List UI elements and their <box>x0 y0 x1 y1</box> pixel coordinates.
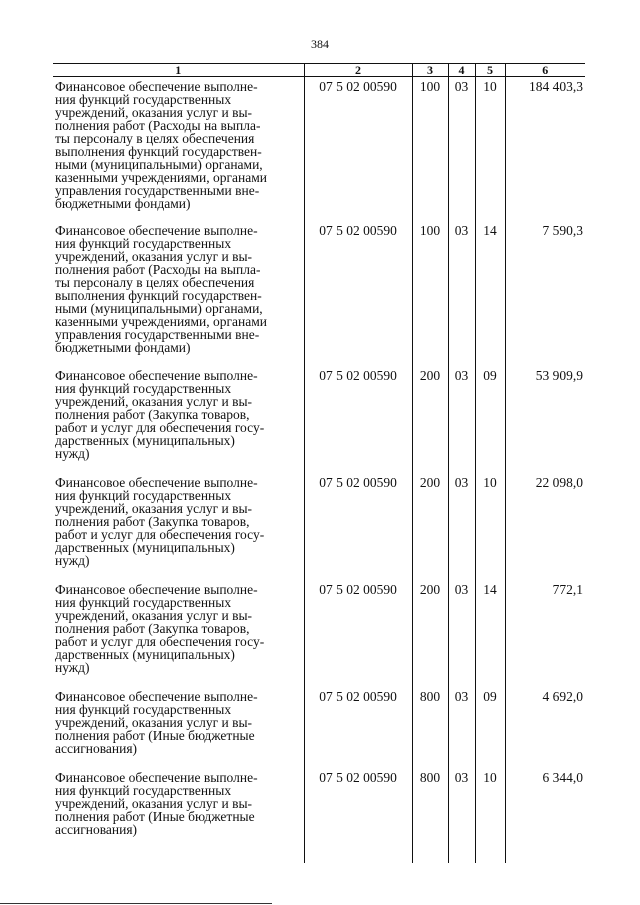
cell-col-5: 09 <box>475 366 505 473</box>
header-col-5: 5 <box>475 64 505 77</box>
footer-divider <box>0 903 272 904</box>
cell-name: Финансовое обеспечение выполне- ния функций государственных учреждений, оказания услуг и вы- полнения работ (Закупка товаров, работ и услуг для обеспечения госу- дарственных (муниципальных) нужд) <box>55 368 265 461</box>
cell-amount: 6 344,0 <box>505 768 585 863</box>
cell-col-3: 200 <box>412 366 448 473</box>
budget-table <box>53 63 585 863</box>
cell-col-4: 03 <box>448 687 475 768</box>
cell-code: 07 5 02 00590 <box>304 580 412 687</box>
cell-col-5: 14 <box>475 221 505 366</box>
cell-col-4: 03 <box>448 768 475 863</box>
cell-name: Финансовое обеспечение выполне- ния функций государственных учреждений, оказания услуг и вы- полнения работ (Иные бюджетные ассигнования) <box>55 689 258 756</box>
header-col-2: 2 <box>304 64 412 77</box>
header-row <box>53 64 585 77</box>
table-row <box>53 687 585 768</box>
cell-col-4: 03 <box>448 580 475 687</box>
cell-col-5: 09 <box>475 687 505 768</box>
cell-col-5: 10 <box>475 768 505 863</box>
header-col-1: 1 <box>53 64 304 77</box>
cell-amount: 53 909,9 <box>505 366 585 473</box>
cell-col-4: 03 <box>448 221 475 366</box>
cell-col-4: 03 <box>448 77 475 222</box>
cell-col-4: 03 <box>448 366 475 473</box>
cell-col-5: 10 <box>475 77 505 222</box>
table-row <box>53 366 585 473</box>
cell-col-3: 200 <box>412 580 448 687</box>
cell-amount: 22 098,0 <box>505 473 585 580</box>
cell-col-5: 14 <box>475 580 505 687</box>
table-row <box>53 473 585 580</box>
table-row <box>53 77 585 222</box>
page-number: 384 <box>311 37 329 51</box>
cell-code: 07 5 02 00590 <box>304 366 412 473</box>
cell-name: Финансовое обеспечение выполне- ния функций государственных учреждений, оказания услуг и вы- полнения работ (Расходы на выпла- ты персоналу в целях обеспечения выполнения функций государствен- ными (муниципальными) органами, казенными учреждениями, органами управления государственными вне- бюджетными фондами) <box>55 79 267 211</box>
cell-name: Финансовое обеспечение выполне- ния функций государственных учреждений, оказания услуг и вы- полнения работ (Иные бюджетные ассигнования) <box>55 770 258 837</box>
cell-code: 07 5 02 00590 <box>304 473 412 580</box>
cell-code: 07 5 02 00590 <box>304 687 412 768</box>
table-row <box>53 768 585 863</box>
cell-amount: 4 692,0 <box>505 687 585 768</box>
header-col-4: 4 <box>448 64 475 77</box>
cell-col-4: 03 <box>448 473 475 580</box>
cell-col-3: 100 <box>412 77 448 222</box>
cell-name: Финансовое обеспечение выполне- ния функций государственных учреждений, оказания услуг и вы- полнения работ (Закупка товаров, работ и услуг для обеспечения госу- дарственных (муниципальных) нужд) <box>55 582 265 675</box>
cell-code: 07 5 02 00590 <box>304 77 412 222</box>
cell-code: 07 5 02 00590 <box>304 768 412 863</box>
cell-col-3: 800 <box>412 768 448 863</box>
cell-name: Финансовое обеспечение выполне- ния функций государственных учреждений, оказания услуг и вы- полнения работ (Расходы на выпла- ты персоналу в целях обеспечения выполнения функций государствен- ными (муниципальными) органами, казенными учреждениями, органами управления государственными вне- бюджетными фондами) <box>55 223 267 355</box>
cell-amount: 184 403,3 <box>505 77 585 222</box>
cell-name: Финансовое обеспечение выполне- ния функций государственных учреждений, оказания услуг и вы- полнения работ (Закупка товаров, работ и услуг для обеспечения госу- дарственных (муниципальных) нужд) <box>55 475 265 568</box>
cell-col-3: 100 <box>412 221 448 366</box>
cell-amount: 7 590,3 <box>505 221 585 366</box>
table-body <box>53 77 585 864</box>
cell-col-3: 200 <box>412 473 448 580</box>
cell-col-5: 10 <box>475 473 505 580</box>
cell-col-3: 800 <box>412 687 448 768</box>
cell-amount: 772,1 <box>505 580 585 687</box>
cell-code: 07 5 02 00590 <box>304 221 412 366</box>
table-header <box>53 64 585 77</box>
table-row <box>53 580 585 687</box>
header-col-6: 6 <box>505 64 585 77</box>
header-col-3: 3 <box>412 64 448 77</box>
table-row <box>53 221 585 366</box>
